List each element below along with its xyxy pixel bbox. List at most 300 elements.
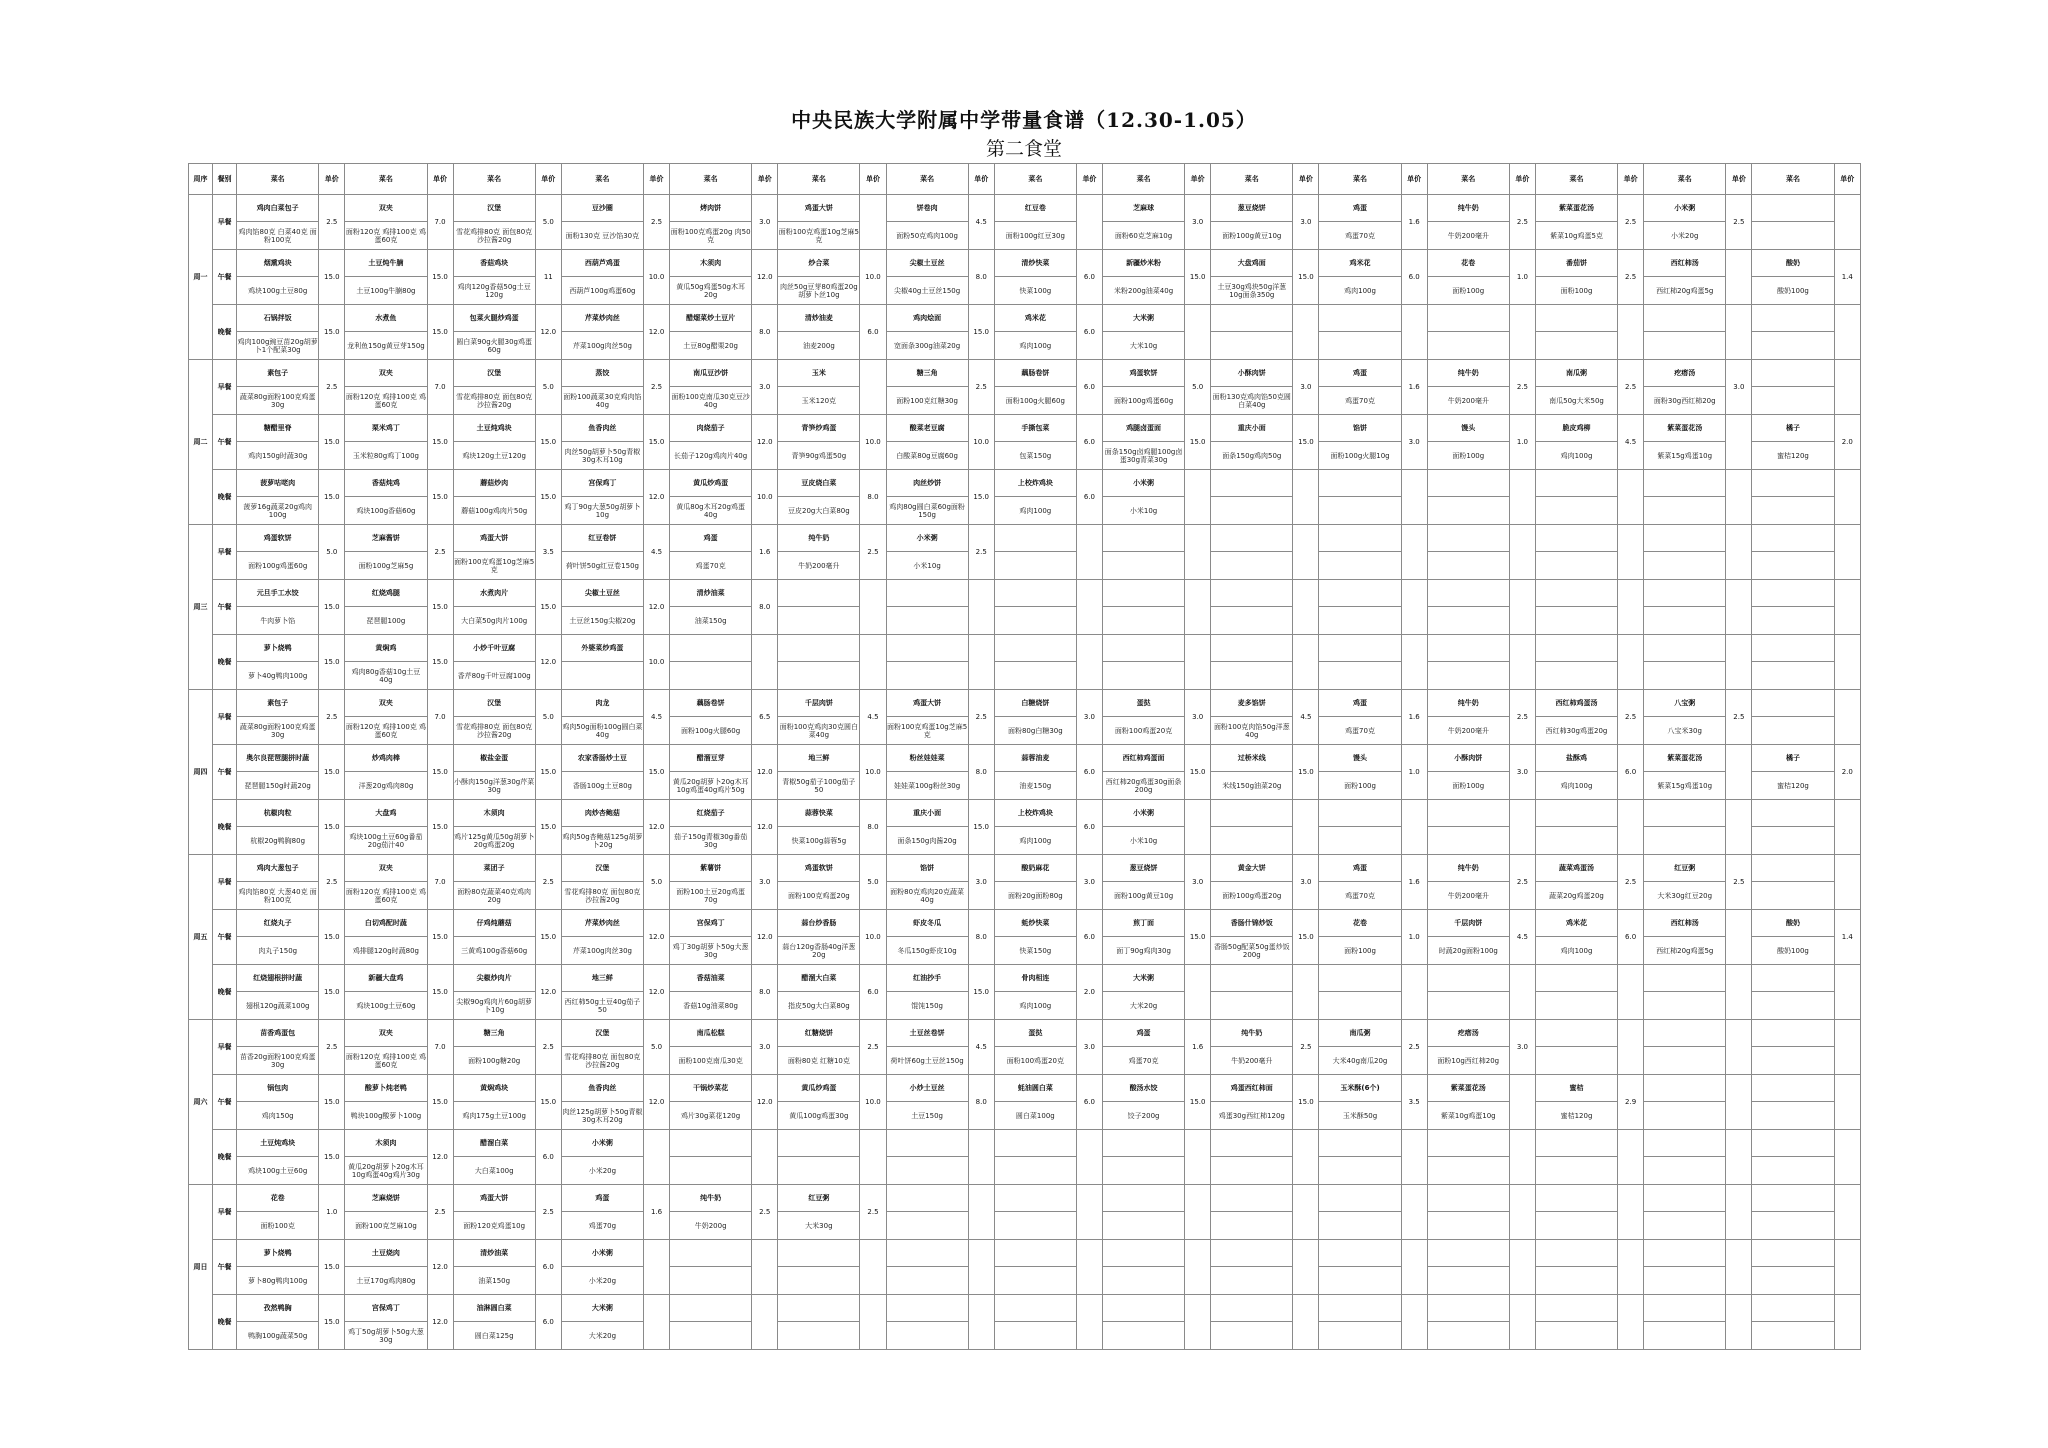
table-row [189,965,1861,992]
dish-price: 2.5 [643,195,669,250]
dish-name: 炒合菜 [778,250,860,277]
dish-ingredients: 鸡肉100g豌豆苗20g胡萝卜1个配菜30g [237,332,319,360]
dish-ingredients [994,607,1076,635]
meal-label: 午餐 [213,580,237,635]
dish-ingredients: 面粉100克南瓜30克豆沙40g [670,387,752,415]
dish-name: 鸡蛋 [561,1185,643,1212]
dish-ingredients: 鸡肉100g [1535,442,1617,470]
menu-table [188,163,1861,1350]
dish-ingredients: 蔬菜80g面粉100克鸡蛋30g [237,717,319,745]
dish-price [1185,470,1211,525]
dish-price: 12.0 [535,635,561,690]
dish-price: 3.0 [752,195,778,250]
dish-name: 小米粥 [561,1240,643,1267]
dish-price [1293,1185,1319,1240]
dish-price: 8.0 [752,965,778,1020]
dish-price: 6.0 [535,1130,561,1185]
header-day: 周序 [189,164,213,195]
dish-name [1319,305,1401,332]
dish-name: 红豆粥 [1644,855,1726,882]
dish-ingredients [1535,607,1617,635]
dish-name: 土豆炖鸡块 [453,415,535,442]
dish-ingredients [1644,332,1726,360]
dish-ingredients [1427,332,1509,360]
dish-name: 鸡蛋 [1319,360,1401,387]
dish-ingredients [1644,827,1726,855]
dish-price [1401,525,1427,580]
dish-price: 15.0 [319,470,345,525]
dish-price: 12.0 [643,910,669,965]
dish-price: 6.0 [1618,910,1644,965]
dish-ingredients: 鸡肉100g [994,332,1076,360]
dish-ingredients [1211,332,1293,360]
dish-ingredients: 油菜150g [453,1267,535,1295]
table-row [189,690,1861,717]
dish-ingredients [1535,1322,1617,1350]
dish-name: 麦多馅饼 [1211,690,1293,717]
dish-price: 12.0 [643,965,669,1020]
dish-ingredients [1319,607,1401,635]
dish-name: 南瓜粥 [1535,360,1617,387]
dish-name: 纯牛奶 [1427,855,1509,882]
dish-ingredients [1535,552,1617,580]
dish-price [1618,305,1644,360]
dish-name: 苗香鸡蛋包 [237,1020,319,1047]
header-dish-name: 菜名 [561,164,643,195]
dish-price [1509,1295,1535,1350]
dish-name: 香肠什锦炒饭 [1211,910,1293,937]
dish-name: 蒜蓉快菜 [778,800,860,827]
dish-price: 2.5 [319,360,345,415]
dish-name: 孜然鸭胸 [237,1295,319,1322]
dish-price: 2.5 [752,1185,778,1240]
dish-price [1726,1075,1752,1130]
dish-ingredients: 长茄子120g鸡肉片40g [670,442,752,470]
dish-price: 15.0 [1293,415,1319,470]
dish-ingredients [1319,662,1401,690]
dish-name [778,1240,860,1267]
dish-ingredients [1427,607,1509,635]
dish-ingredients [1644,1102,1726,1130]
dish-ingredients [1211,1212,1293,1240]
meal-label: 午餐 [213,745,237,800]
dish-price: 12.0 [643,1075,669,1130]
dish-price: 6.0 [1076,745,1102,800]
dish-ingredients [1752,662,1834,690]
dish-name: 木须肉 [453,800,535,827]
dish-ingredients: 土豆丝150g尖椒20g [561,607,643,635]
table-row [189,1185,1861,1212]
dish-name: 藕肠卷饼 [670,690,752,717]
dish-price: 6.0 [1076,415,1102,470]
dish-ingredients: 土豆80g醋栗20g [670,332,752,360]
table-row [189,1130,1861,1157]
meal-label: 午餐 [213,1075,237,1130]
dish-name: 煎丁面 [1102,910,1184,937]
dish-price [1834,360,1860,415]
dish-name: 蒜台炒香肠 [778,910,860,937]
dish-price [1726,965,1752,1020]
dish-price: 15.0 [1185,250,1211,305]
dish-ingredients: 肉丝50g胡萝卜50g青椒30g木耳10g [561,442,643,470]
dish-price: 5.0 [643,855,669,910]
dish-name: 鸡蛋软饼 [237,525,319,552]
dish-ingredients: 面粉30g西红柿20g [1644,387,1726,415]
dish-price [1401,800,1427,855]
dish-ingredients: 牛奶200毫升 [1427,222,1509,250]
header-row [189,164,1861,195]
dish-name: 清炒油菜 [453,1240,535,1267]
dish-name [1752,360,1834,387]
dish-ingredients [1102,552,1184,580]
dish-ingredients: 快菜100g [994,277,1076,305]
dish-price: 15.0 [319,1130,345,1185]
dish-ingredients [1644,552,1726,580]
dish-name [1211,965,1293,992]
dish-ingredients [1644,1047,1726,1075]
dish-price [1185,1240,1211,1295]
dish-price: 12.0 [752,745,778,800]
dish-name: 鸡蛋软饼 [1102,360,1184,387]
dish-name [1319,635,1401,662]
dish-name: 馅饼 [1319,415,1401,442]
dish-ingredients: 时蔬20g面粉100g [1427,937,1509,965]
dish-name: 鸡肉烩面 [886,305,968,332]
dish-name [1102,525,1184,552]
dish-name: 双夹 [345,1020,427,1047]
dish-name: 南瓜粥 [1319,1020,1401,1047]
dish-price: 15.0 [643,745,669,800]
dish-name: 清炒油麦 [778,305,860,332]
dish-name [1752,1020,1834,1047]
dish-price: 3.0 [752,360,778,415]
dish-ingredients [1102,1157,1184,1185]
dish-ingredients: 面粉100克鸡蛋10g芝麻5克 [778,222,860,250]
dish-ingredients: 雪花鸡排80克 面包80克沙拉酱20g [453,717,535,745]
dish-name [1535,1020,1617,1047]
dish-ingredients: 尖椒90g鸡肉片60g胡萝卜10g [453,992,535,1020]
dish-name: 地三鲜 [561,965,643,992]
dish-ingredients: 鸡蛋70克 [1319,882,1401,910]
dish-ingredients: 牛奶200毫升 [1211,1047,1293,1075]
dish-ingredients: 圆白菜90g火腿30g鸡蛋60g [453,332,535,360]
dish-name: 双夹 [345,690,427,717]
dish-price [1726,305,1752,360]
dish-name: 藕肠卷饼 [994,360,1076,387]
dish-name: 鸡蛋西红柿面 [1211,1075,1293,1102]
dish-ingredients [1427,1212,1509,1240]
dish-name: 紫菜蛋花汤 [1427,1075,1509,1102]
dish-price: 12.0 [427,1240,453,1295]
dish-ingredients: 面粉80克鸡肉20克蔬菜40g [886,882,968,910]
dish-price [1618,1295,1644,1350]
dish-ingredients [994,552,1076,580]
dish-ingredients [1319,992,1401,1020]
dish-price [1401,580,1427,635]
dish-ingredients [778,1157,860,1185]
dish-name: 汉堡 [453,360,535,387]
dish-ingredients [1102,1322,1184,1350]
dish-price [1401,1295,1427,1350]
dish-ingredients: 土豆100g牛腩80g [345,277,427,305]
dish-price: 2.5 [1401,1020,1427,1075]
dish-name: 红油抄手 [886,965,968,992]
dish-name: 鸡米花 [1319,250,1401,277]
dish-name: 纯牛奶 [1427,360,1509,387]
dish-ingredients: 面粉100g鸡蛋60g [237,552,319,580]
dish-price [860,1295,886,1350]
dish-ingredients [1427,497,1509,525]
dish-price: 12.0 [752,250,778,305]
dish-price: 2.0 [1834,745,1860,800]
dish-price: 2.5 [535,855,561,910]
day-label: 周四 [189,690,213,855]
dish-price [1834,580,1860,635]
dish-price [1834,525,1860,580]
dish-price: 5.0 [535,195,561,250]
dish-name [1211,580,1293,607]
dish-ingredients: 香肠50g配菜50g蛋炒饭200g [1211,937,1293,965]
dish-ingredients [886,1267,968,1295]
dish-name: 糖三角 [886,360,968,387]
dish-ingredients: 牛肉萝卜馅 [237,607,319,635]
dish-price: 4.5 [643,525,669,580]
dish-name [994,1130,1076,1157]
dish-name [1211,800,1293,827]
dish-price: 3.0 [1185,855,1211,910]
dish-ingredients [1644,662,1726,690]
dish-name [886,635,968,662]
dish-ingredients: 面粉100g [1319,772,1401,800]
dish-name: 鸡蛋大饼 [453,1185,535,1212]
header-price: 单价 [1509,164,1535,195]
dish-price: 8.0 [968,910,994,965]
dish-ingredients [1102,1212,1184,1240]
dish-price: 10.0 [860,415,886,470]
dish-ingredients: 苗香20g面粉100克鸡蛋30g [237,1047,319,1075]
dish-ingredients: 鸡块100g土豆60g [345,992,427,1020]
dish-price: 8.0 [968,1075,994,1130]
dish-price: 15.0 [535,580,561,635]
dish-price [1618,1240,1644,1295]
dish-price [1076,635,1102,690]
dish-ingredients: 面粉100鸡蛋20克 [994,1047,1076,1075]
dish-name: 土豆炖牛腩 [345,250,427,277]
dish-price [643,1295,669,1350]
dish-price: 12.0 [535,305,561,360]
dish-name: 馒头 [1319,745,1401,772]
dish-ingredients: 黄瓜20g胡萝卜20g木耳10g鸡蛋40g鸡片30g [345,1157,427,1185]
dish-ingredients [994,662,1076,690]
dish-name: 玉米酥(6个) [1319,1075,1401,1102]
dish-ingredients [778,1322,860,1350]
dish-name [1211,635,1293,662]
dish-price [752,1130,778,1185]
table-row [189,855,1861,882]
dish-ingredients: 包菜150g [994,442,1076,470]
dish-name [1752,1295,1834,1322]
dish-name [886,1295,968,1322]
dish-ingredients: 鸡肉150g时蔬30g [237,442,319,470]
dish-ingredients: 面粉100克红糖30g [886,387,968,415]
dish-name [1644,1020,1726,1047]
dish-ingredients: 牛奶200毫升 [1427,882,1509,910]
dish-name [1102,635,1184,662]
dish-ingredients [1211,1157,1293,1185]
dish-price [1293,800,1319,855]
dish-name [1319,965,1401,992]
dish-name: 土豆炖鸡块 [237,1130,319,1157]
meal-label: 晚餐 [213,305,237,360]
dish-price [1076,1240,1102,1295]
dish-price [1509,1240,1535,1295]
dish-name: 锅包肉 [237,1075,319,1102]
dish-name: 千层肉饼 [1427,910,1509,937]
dish-name: 新疆大盘鸡 [345,965,427,992]
dish-ingredients: 面粉100g火腿60g [670,717,752,745]
dish-price: 15.0 [427,910,453,965]
dish-name: 纯牛奶 [1427,195,1509,222]
dish-name: 小炒土豆丝 [886,1075,968,1102]
dish-price: 5.0 [643,1020,669,1075]
dish-name: 地三鲜 [778,745,860,772]
header-price: 单价 [752,164,778,195]
dish-name [1644,305,1726,332]
dish-name: 菜团子 [453,855,535,882]
dish-ingredients: 鸡块120g土豆120g [453,442,535,470]
dish-ingredients [1427,552,1509,580]
dish-price [1509,580,1535,635]
dish-ingredients [1427,1322,1509,1350]
dish-name: 芝麻酱饼 [345,525,427,552]
dish-price: 15.0 [319,965,345,1020]
dish-price: 15.0 [535,1075,561,1130]
dish-ingredients [1102,607,1184,635]
dish-ingredients [1319,497,1401,525]
dish-price: 1.0 [1509,415,1535,470]
dish-price [1076,580,1102,635]
header-price: 单价 [860,164,886,195]
dish-ingredients [1752,1267,1834,1295]
dish-price [1618,1130,1644,1185]
dish-name [1752,195,1834,222]
dish-price: 6.0 [1076,305,1102,360]
dish-ingredients: 八宝米30g [1644,717,1726,745]
dish-name: 黄焖鸡块 [453,1075,535,1102]
dish-ingredients: 面粉100土豆20g鸡蛋70g [670,882,752,910]
header-price: 单价 [1834,164,1860,195]
dish-ingredients: 黄瓜100g鸡蛋30g [778,1102,860,1130]
dish-price: 15.0 [968,305,994,360]
dish-ingredients: 面粉100g糖20g [453,1047,535,1075]
dish-price: 3.5 [535,525,561,580]
dish-price [1726,470,1752,525]
dish-name: 鸡蛋 [1319,855,1401,882]
header-price: 单价 [1185,164,1211,195]
dish-price [752,635,778,690]
dish-name: 千层肉饼 [778,690,860,717]
dish-name: 椒盐金蛋 [453,745,535,772]
dish-name [670,1130,752,1157]
dish-price [860,360,886,415]
dish-ingredients: 鸡排腿120g时蔬80g [345,937,427,965]
dish-ingredients [778,607,860,635]
dish-name: 鸡蛋 [1102,1020,1184,1047]
dish-name: 素包子 [237,690,319,717]
dish-name [1427,1185,1509,1212]
dish-price: 3.0 [1185,195,1211,250]
dish-name: 红烧翅根拼时蔬 [237,965,319,992]
dish-name: 鸡腿卤蛋面 [1102,415,1184,442]
dish-ingredients [1752,1047,1834,1075]
dish-name: 清炒快菜 [994,250,1076,277]
dish-name [1102,1185,1184,1212]
dish-name: 盐酥鸡 [1535,745,1617,772]
dish-price: 15.0 [427,305,453,360]
dish-ingredients: 鸡肉100g [994,497,1076,525]
dish-price: 4.5 [968,1020,994,1075]
dish-name: 清炒油菜 [670,580,752,607]
dish-name: 奥尔良琵琶腿拼时蔬 [237,745,319,772]
dish-ingredients: 鸡肉100g [994,827,1076,855]
table-row [189,250,1861,277]
dish-price: 6.0 [535,1240,561,1295]
dish-name: 杭椒肉粒 [237,800,319,827]
dish-name: 红烧鸡腿 [345,580,427,607]
dish-name [1752,635,1834,662]
dish-price [643,1240,669,1295]
dish-price: 6.5 [752,690,778,745]
dish-price: 6.0 [860,305,886,360]
dish-ingredients: 白酸菜80g豆腐60g [886,442,968,470]
day-label: 周六 [189,1020,213,1185]
dish-price: 1.4 [1834,910,1860,965]
dish-price: 15.0 [535,470,561,525]
dish-name: 小米粥 [1644,195,1726,222]
dish-ingredients: 鸡块100g土豆60g [237,1157,319,1185]
dish-name: 西红柿鸡蛋汤 [1535,690,1617,717]
dish-ingredients: 肉丝125g胡萝卜50g青椒30g木耳20g [561,1102,643,1130]
dish-ingredients [1752,1322,1834,1350]
dish-ingredients [1319,332,1401,360]
dish-price: 4.5 [860,690,886,745]
dish-name [1427,470,1509,497]
dish-price: 15.0 [1293,250,1319,305]
dish-price: 2.0 [1834,415,1860,470]
dish-price [752,1240,778,1295]
dish-ingredients: 香菇10g油菜80g [670,992,752,1020]
dish-price: 2.5 [319,1020,345,1075]
dish-price: 6.0 [535,1295,561,1350]
dish-ingredients: 面粉120克 鸡排100克 鸡蛋60克 [345,222,427,250]
dish-price [968,635,994,690]
dish-name [1102,1295,1184,1322]
dish-ingredients: 鸡肉100g [994,992,1076,1020]
meal-label: 晚餐 [213,635,237,690]
dish-ingredients: 大米30g红豆20g [1644,882,1726,910]
dish-name: 橘子 [1752,415,1834,442]
dish-name [1752,305,1834,332]
dish-price [860,580,886,635]
dish-ingredients: 玉米120克 [778,387,860,415]
dish-price [1076,1130,1102,1185]
dish-price [1834,1185,1860,1240]
dish-price: 1.0 [1401,745,1427,800]
dish-ingredients [1427,827,1509,855]
dish-ingredients: 鸡肉175g土豆100g [453,1102,535,1130]
dish-price [1293,965,1319,1020]
dish-ingredients: 鸡块100g香菇60g [345,497,427,525]
